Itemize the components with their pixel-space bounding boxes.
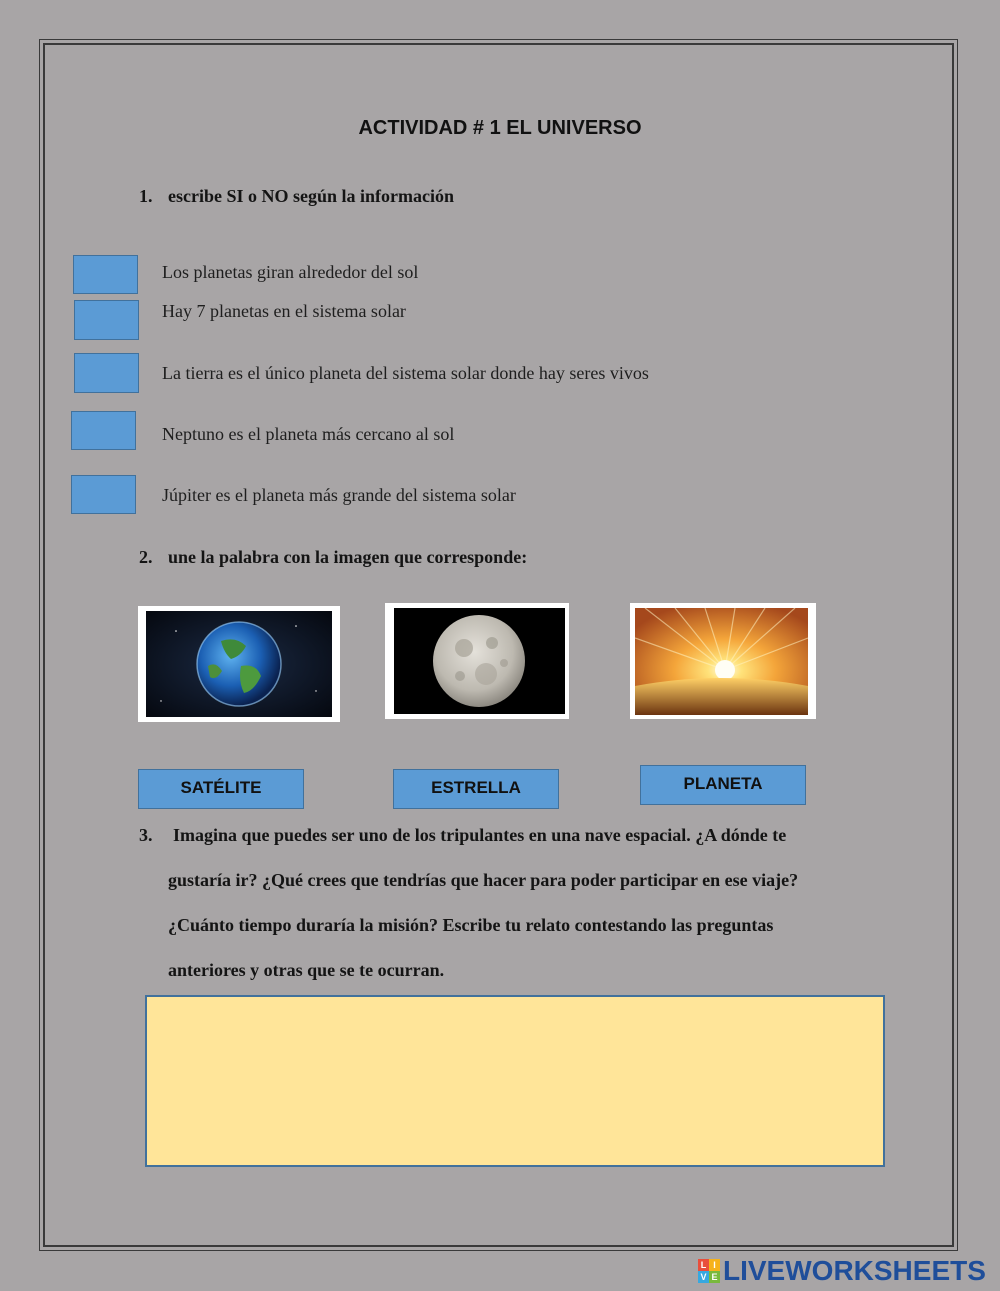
earth-image: [138, 606, 340, 722]
answer-box-5[interactable]: [71, 475, 136, 514]
question-3-line-2: gustaría ir? ¿Qué crees que tendrías que hacer para poder participar en ese viaje?: [168, 870, 799, 890]
question-3-line-3: ¿Cuánto tiempo duraría la misión? Escribe tu relato contestando las preguntas: [168, 915, 774, 935]
question-3-line-1: Imagina que puedes ser uno de los tripulantes en una nave espacial. ¿A dónde te: [173, 825, 787, 845]
question-1-number: 1.: [139, 186, 153, 206]
answer-box-1[interactable]: [73, 255, 138, 294]
sun-image: [630, 603, 816, 719]
question-3-line-4: anteriores y otras que se te ocurran.: [168, 960, 445, 980]
statement-4: Neptuno es el planeta más cercano al sol: [162, 424, 455, 444]
liveworksheets-wordmark: LIVEWORKSHEETS: [723, 1255, 986, 1286]
word-estrella-button[interactable]: ESTRELLA: [393, 769, 559, 809]
answer-box-3[interactable]: [74, 353, 139, 393]
statement-1: Los planetas giran alrededor del sol: [162, 262, 419, 282]
liveworksheets-brand[interactable]: [698, 1257, 986, 1285]
statement-3: La tierra es el único planeta del sistema solar donde hay seres vivos: [162, 363, 649, 383]
story-textarea[interactable]: [145, 995, 885, 1167]
worksheet-title: ACTIVIDAD # 1 EL UNIVERSO: [358, 117, 642, 139]
liveworksheets-logo-icon: L I V E: [698, 1259, 720, 1283]
statement-5: Júpiter es el planeta más grande del sistema solar: [162, 485, 516, 505]
word-planeta-button[interactable]: PLANETA: [640, 765, 806, 805]
answer-box-4[interactable]: [71, 411, 136, 450]
answer-box-2[interactable]: [74, 300, 139, 340]
question-1-prompt: escribe SI o NO según la información: [168, 186, 454, 206]
question-2-number: 2.: [139, 547, 153, 567]
question-3-number: 3.: [139, 825, 153, 845]
statement-2: Hay 7 planetas en el sistema solar: [162, 301, 406, 321]
moon-image: [385, 603, 569, 719]
word-satelite-button[interactable]: SATÉLITE: [138, 769, 304, 809]
question-2-prompt: une la palabra con la imagen que corresponde:: [168, 547, 528, 567]
